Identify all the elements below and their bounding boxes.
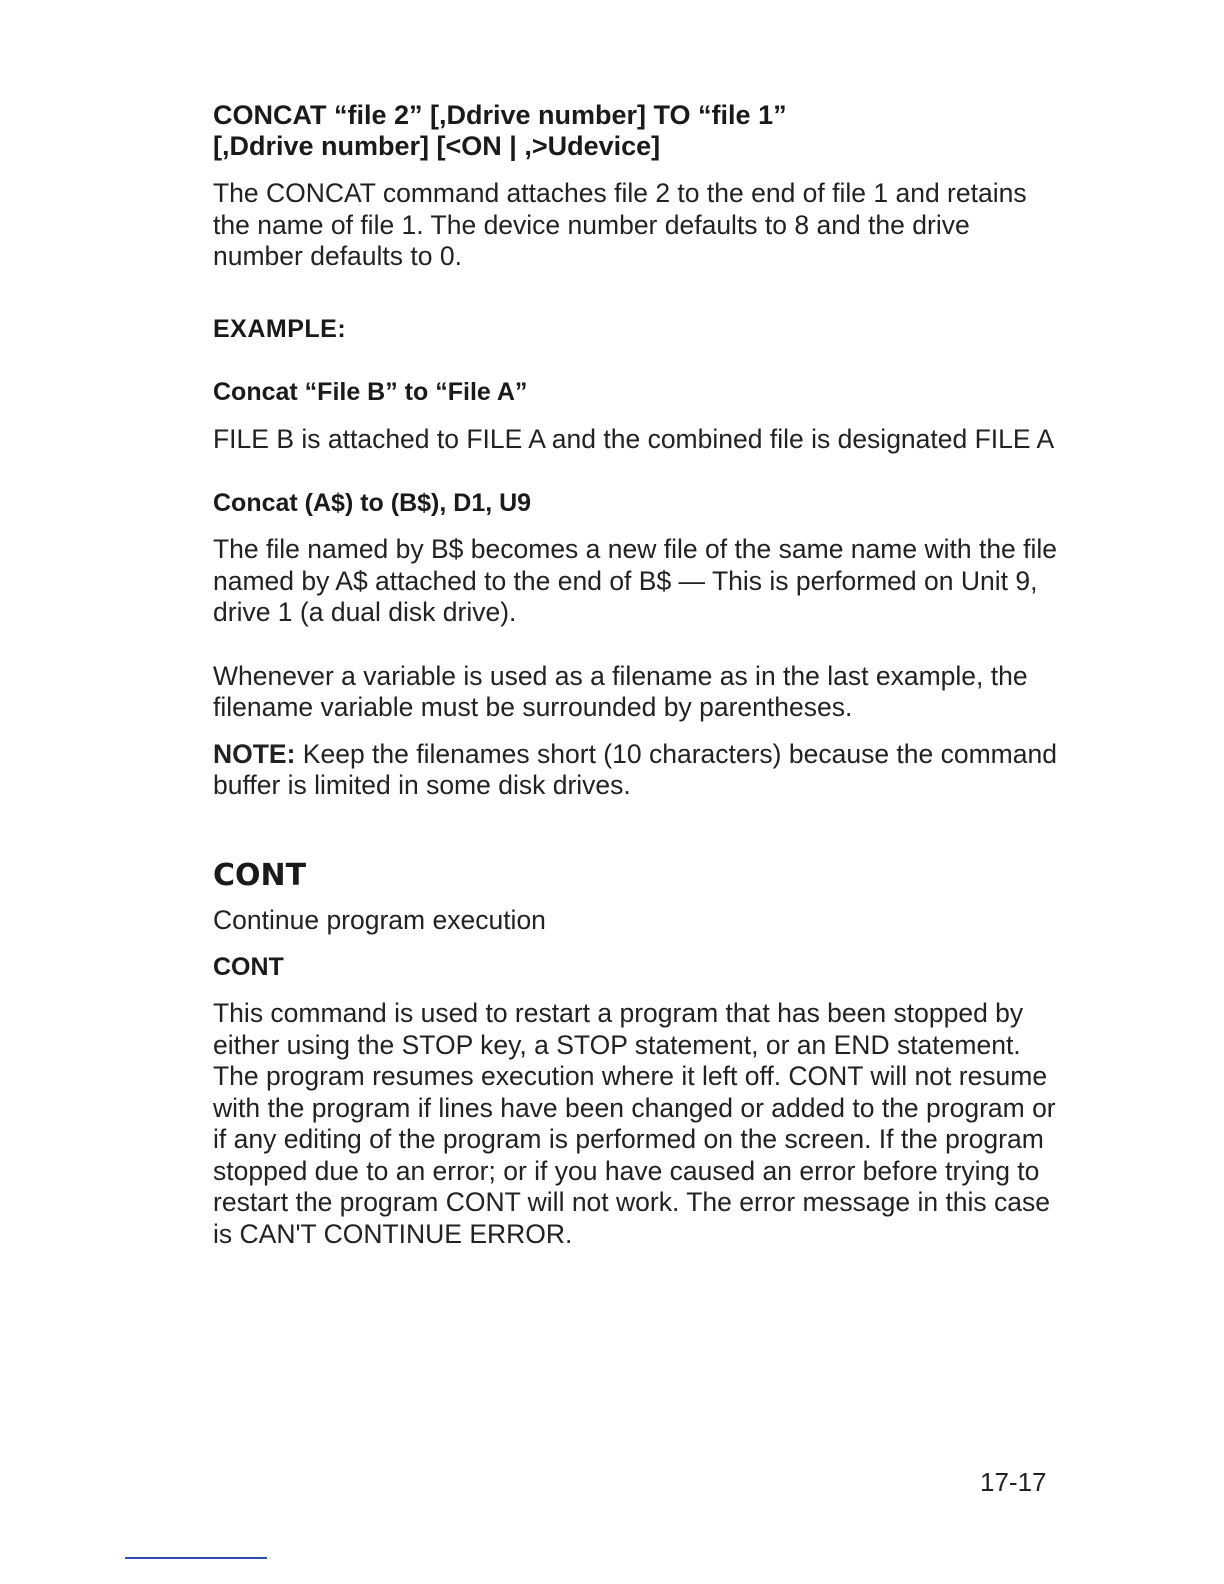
concat-syntax-line-1: CONCAT “file 2” [,Ddrive number] TO “file 1” xyxy=(213,100,787,130)
example1-text: FILE B is attached to FILE A and the combined file is designated FILE A xyxy=(213,423,1055,454)
example2-text: The file named by B$ becomes a new file of the same name with the file named by A$ attached to the end of B$ — This is performed on Unit 9, drive 1 (a dual disk drive). xyxy=(213,534,1058,627)
cont-section-title: CONT xyxy=(213,857,307,893)
note-paragraph xyxy=(213,739,1063,802)
concat-syntax-line-2: [,Ddrive number] [<ON | ,>Udevice] xyxy=(213,131,661,161)
document-page xyxy=(213,100,1063,1250)
variable-note: Whenever a variable is used as a filename as in the last example, the filename variable must be surrounded by parentheses. xyxy=(213,660,1028,722)
example-heading: EXAMPLE: xyxy=(213,314,347,343)
note-text: Keep the filenames short (10 characters) because the command buffer is limited in some disk drives. xyxy=(213,738,1057,800)
cont-syntax: CONT xyxy=(213,953,284,981)
footer-divider xyxy=(125,1557,267,1559)
concat-description: The CONCAT command attaches file 2 to the end of file 1 and retains the name of file 1. The device number defaults to 8 and the drive number defaults to 0. xyxy=(213,178,1027,271)
example2-code: Concat (A$) to (B$), D1, U9 xyxy=(213,489,532,517)
page-number: 17-17 xyxy=(980,1467,1047,1497)
cont-description: This command is used to restart a program that has been stopped by either using the STOP key, a STOP statement, or an END statement. The program resumes execution where it left off. CONT will not resume with the program if lines have been changed or added to the program or if any editing of the program is performed on the screen. If the program stopped due to an error; or if you have caused an error before trying to restart the program CONT will not work. The error message in this case is CAN'T CONTINUE ERROR. xyxy=(213,998,1056,1249)
example1-code: Concat “File B” to “File A” xyxy=(213,377,528,406)
note-label: NOTE: xyxy=(213,738,296,769)
cont-summary: Continue program execution xyxy=(213,904,546,935)
